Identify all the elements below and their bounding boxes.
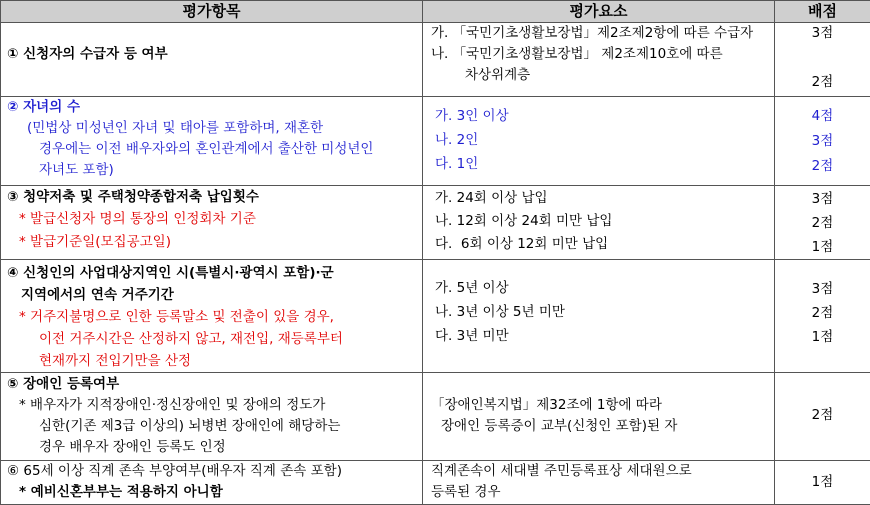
element-line: 직계존속이 세대별 주민등록표상 세대원으로: [431, 461, 770, 482]
points-cell: [775, 373, 870, 461]
item-note: 현재까지 전입기만을 산정: [7, 350, 418, 372]
elements-cell: [423, 23, 775, 97]
element-line: 등록된 경우: [431, 482, 770, 503]
elements-cell: [423, 260, 775, 373]
element-line: 「장애인복지법」제32조에 1항에 따라: [431, 395, 770, 416]
element-line: 나. 「국민기초생활보장법」 제2조제10호에 따른: [431, 44, 770, 65]
table-row: [1, 186, 870, 260]
header-points: 배점: [775, 1, 870, 23]
points-cell: [775, 23, 870, 97]
element-line: 나. 2인: [435, 128, 770, 152]
item-note: (민법상 미성년인 자녀 및 태아를 포함하며, 재혼한: [7, 118, 418, 139]
points-value: 1점: [775, 472, 870, 493]
item-note: * 발급기준일(모집공고일): [7, 231, 418, 254]
points-value: 1점: [775, 325, 870, 349]
element-line: 장애인 등록증이 교부(신청인 포함)된 자: [435, 416, 770, 437]
points-value: 3점: [775, 129, 870, 154]
item-title: ② 자녀의 수: [7, 97, 418, 118]
element-line: 다. 6회 이상 12회 미만 납입: [435, 233, 770, 256]
item-cell: [1, 461, 423, 505]
table-row: [1, 260, 870, 373]
elements-cell: [423, 186, 775, 260]
points-value: 2점: [775, 301, 870, 325]
item-note: * 발급신청자 명의 통장의 인정회차 기준: [7, 208, 418, 231]
points-value: 3점: [775, 187, 870, 211]
points-value: 3점: [775, 23, 870, 44]
points-cell: [775, 186, 870, 260]
points-value: 4점: [775, 104, 870, 129]
item-cell: [1, 373, 423, 461]
item-cell: [1, 186, 423, 260]
element-line: 나. 3년 이상 5년 미만: [435, 300, 770, 324]
points-cell: [775, 260, 870, 373]
item-title: ③ 청약저축 및 주택청약종합저축 납입횟수: [7, 187, 418, 208]
item-cell: [1, 97, 423, 186]
element-line: 가. 「국민기초생활보장법」제2조제2항에 따른 수급자: [431, 23, 770, 44]
element-line: 가. 5년 이상: [435, 276, 770, 300]
item-title: ① 신청자의 수급자 등 여부: [7, 44, 418, 65]
item-note: 이전 거주시간은 산정하지 않고, 재전입, 재등록부터: [7, 328, 418, 350]
points-value: 2점: [775, 405, 870, 426]
elements-cell: [423, 97, 775, 186]
table-row: [1, 97, 870, 186]
item-title: ④ 신청인의 사업대상지역인 시(특별시·광역시 포함)·군: [7, 262, 418, 284]
element-line: 가. 3인 이상: [435, 104, 770, 128]
item-note: 경우에는 이전 배우자와의 혼인관계에서 출산한 미성년인: [7, 139, 418, 160]
element-line: 다. 1인: [435, 152, 770, 176]
table-row: [1, 461, 870, 505]
item-title-cont: 지역에서의 연속 거주기간: [7, 284, 418, 306]
element-line: 차상위계층: [435, 65, 770, 86]
points-value: 2점: [775, 211, 870, 235]
item-cell: [1, 23, 423, 97]
element-line: 나. 12회 이상 24회 미만 납입: [435, 210, 770, 233]
table-row: [1, 373, 870, 461]
element-line: 가. 24회 이상 납입: [435, 187, 770, 210]
header-elements: 평가요소: [423, 1, 775, 23]
points-cell: [775, 97, 870, 186]
elements-cell: [423, 373, 775, 461]
item-note: 심한(기존 제3급 이상의) 뇌병변 장애인에 해당하는: [7, 416, 418, 437]
item-cell: [1, 260, 423, 373]
item-note: 자녀도 포함): [7, 160, 418, 181]
points-cell: [775, 461, 870, 505]
points-value: 3점: [775, 277, 870, 301]
points-value: 2점: [775, 154, 870, 179]
element-line: 다. 3년 미만: [435, 324, 770, 348]
points-value: 2점: [775, 72, 870, 93]
item-title: ⑥ 65세 이상 직계 존속 부양여부(배우자 직계 존속 포함): [7, 461, 418, 482]
item-note: * 거주지불명으로 인한 등록말소 및 전출이 있을 경우,: [7, 306, 418, 328]
item-note: * 예비신혼부부는 적용하지 아니함: [7, 482, 418, 503]
points-value: 1점: [775, 235, 870, 259]
table-row: [1, 23, 870, 97]
elements-cell: [423, 461, 775, 505]
header-row: [1, 1, 870, 23]
item-note: * 배우자가 지적장애인·정신장애인 및 장애의 정도가: [7, 395, 418, 416]
item-title: ⑤ 장애인 등록여부: [7, 374, 418, 395]
header-item: 평가항목: [1, 1, 423, 23]
item-note: 경우 배우자 장애인 등록도 인정: [7, 437, 418, 458]
